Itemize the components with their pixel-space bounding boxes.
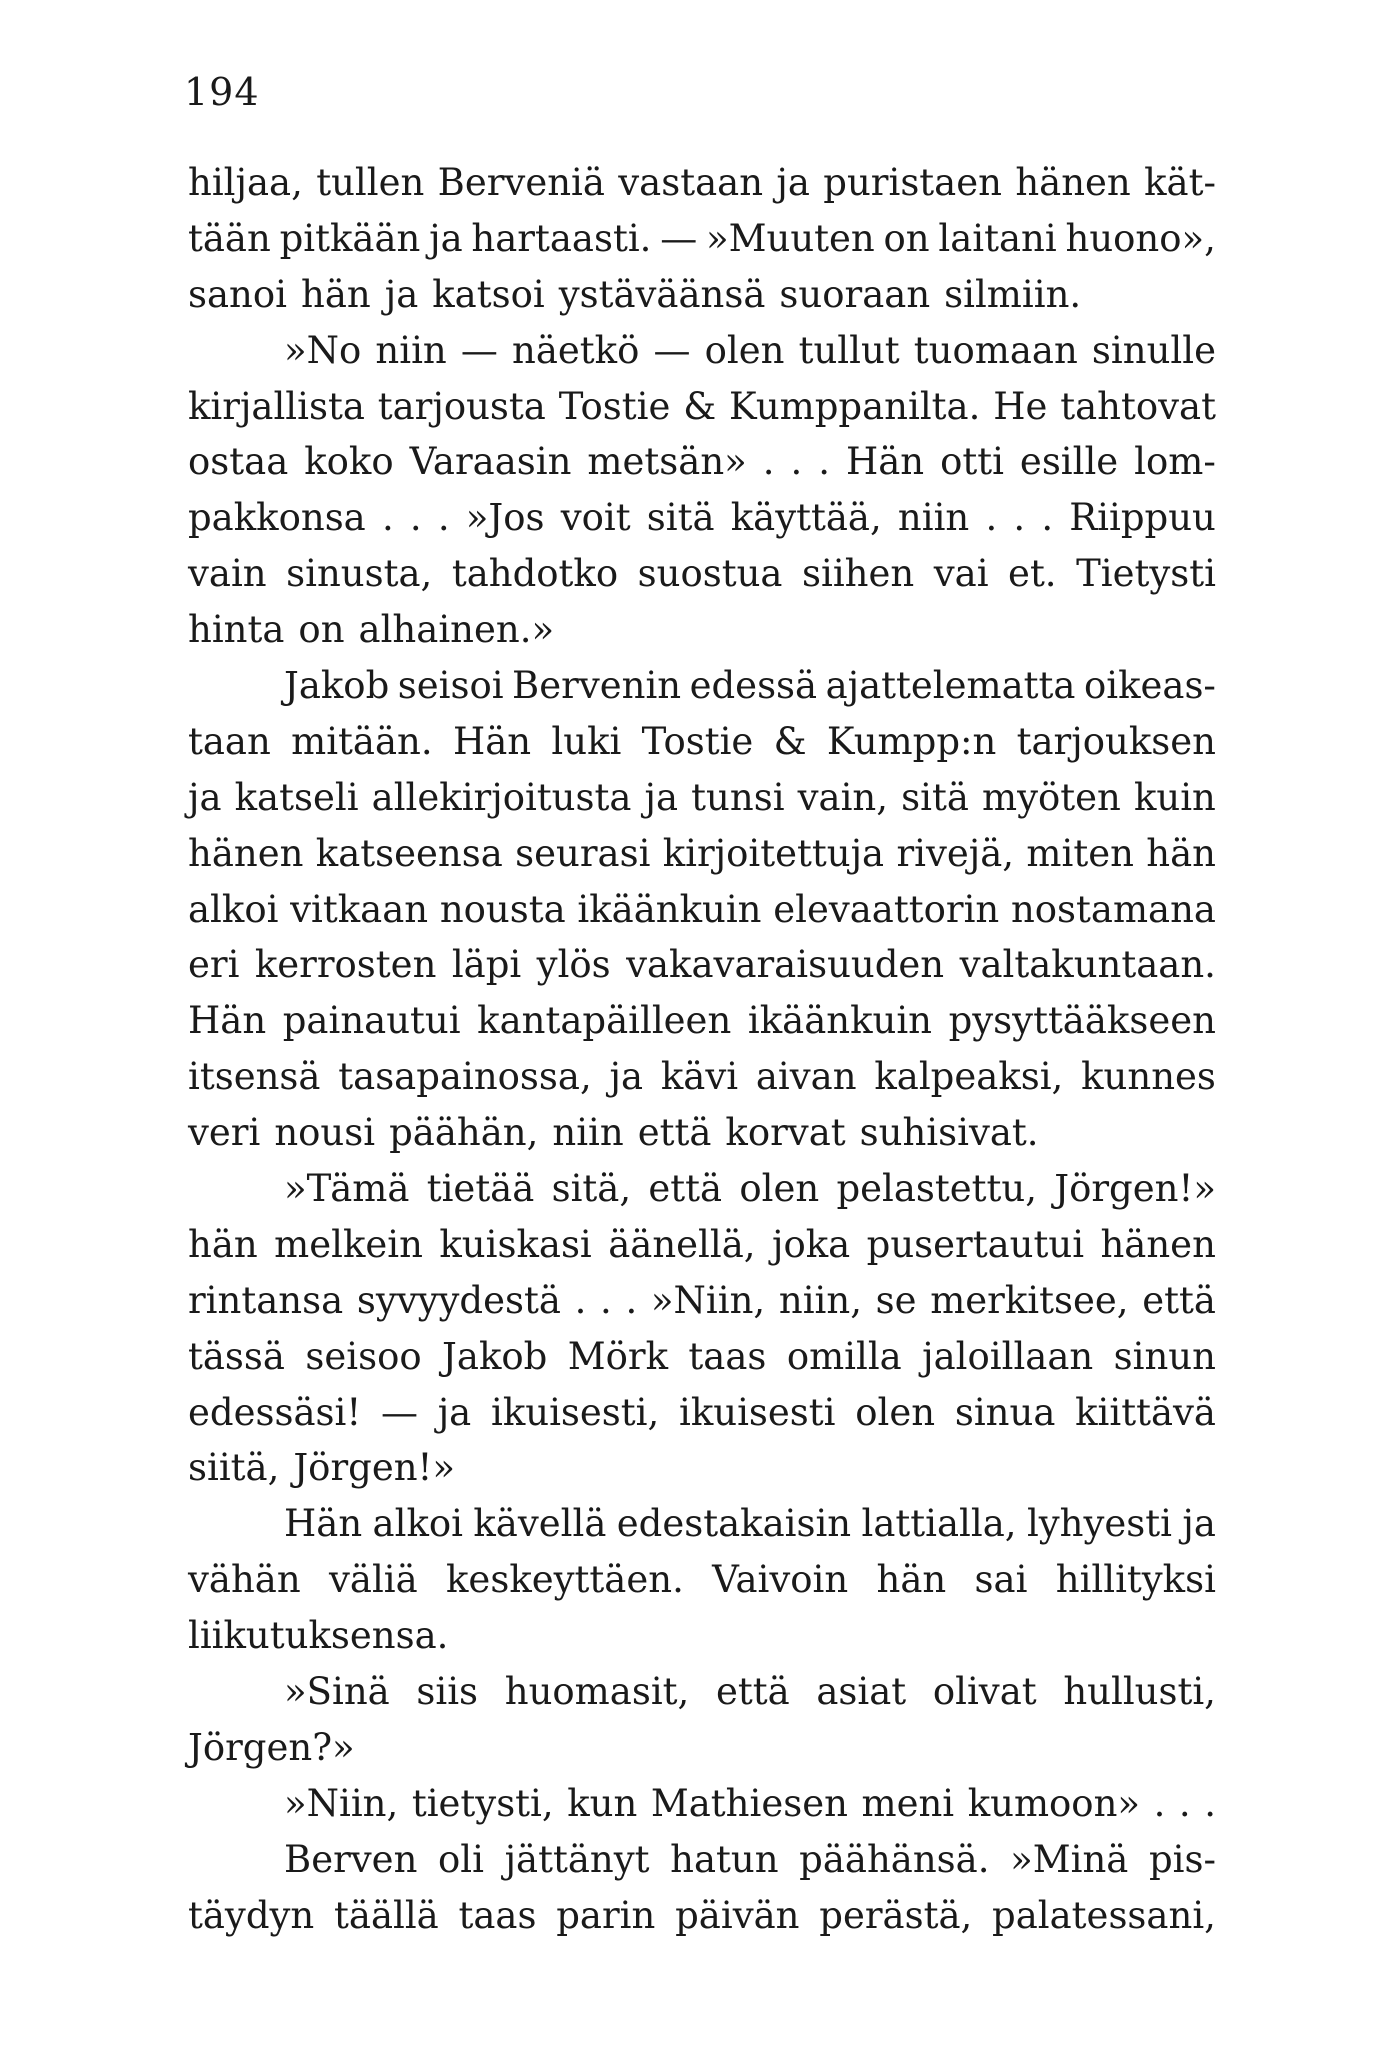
text-line: hiljaa, tullen Berveniä vastaan ja puristaen hänen kät-	[188, 161, 1216, 204]
text-line: Hän painautui kantapäilleen ikäänkuin pysyttääkseen	[188, 999, 1216, 1043]
text-line: alkoi vitkaan nousta ikäänkuin elevaattorin nostamana	[188, 887, 1216, 931]
text-line: itsensä tasapainossa, ja kävi aivan kalpeaksi, kunnes	[188, 1055, 1216, 1099]
text-line: Jakob seisoi Bervenin edessä ajattelematta oikeas-	[284, 664, 1216, 708]
text-line: eri kerrosten läpi ylös vakavaraisuuden valtakuntaan.	[188, 943, 1216, 987]
text-line: sanoi hän ja katsoi ystäväänsä suoraan silmiin.	[188, 272, 1082, 316]
text-line: liikutuksensa.	[188, 1614, 449, 1658]
text-line: tään pitkään ja hartaasti. — »Muuten on laitani huono»,	[188, 216, 1216, 260]
text-line: Jörgen?»	[188, 1725, 355, 1769]
text-line: edessäsi! — ja ikuisesti, ikuisesti olen sinua kiittävä	[188, 1390, 1216, 1434]
text-line: ostaa koko Varaasin metsän» . . . Hän otti esille lom-	[188, 440, 1216, 484]
text-line: siitä, Jörgen!»	[188, 1446, 456, 1490]
text-line: veri nousi päähän, niin että korvat suhisivat.	[188, 1111, 1039, 1155]
text-line: »Tämä tietää sitä, että olen pelastettu, Jörgen!»	[284, 1167, 1216, 1211]
text-line: »Niin, tietysti, kun Mathiesen meni kumoon» . . .	[284, 1781, 1216, 1825]
text-line: vain sinusta, tahdotko suostua siihen vai et. Tietysti	[188, 552, 1216, 596]
text-line: pakkonsa . . . »Jos voit sitä käyttää, niin . . . Riippuu	[188, 496, 1216, 540]
text-line: hinta on alhainen.»	[188, 608, 555, 652]
text-line: taan mitään. Hän luki Tostie & Kumpp:n tarjouksen	[188, 719, 1216, 763]
text-line: ja katseli allekirjoitusta ja tunsi vain, sitä myöten kuin	[188, 775, 1216, 819]
text-line: »Sinä siis huomasit, että asiat olivat hullusti,	[284, 1670, 1216, 1714]
text-line: täydyn täällä taas parin päivän perästä, palatessani,	[188, 1893, 1216, 1937]
text-line: rintansa syvyydestä . . . »Niin, niin, se merkitsee, että	[188, 1278, 1216, 1322]
text-line: hänen katseensa seurasi kirjoitettuja rivejä, miten hän	[188, 831, 1216, 875]
text-line: vähän väliä keskeyttäen. Vaivoin hän sai hillityksi	[188, 1558, 1216, 1602]
text-line: kirjallista tarjousta Tostie & Kumppanilta. He tahtovat	[188, 384, 1216, 428]
text-line: »No niin — näetkö — olen tullut tuomaan sinulle	[284, 328, 1216, 372]
text-line: Berven oli jättänyt hatun päähänsä. »Minä pis-	[284, 1837, 1216, 1881]
text-line: tässä seisoo Jakob Mörk taas omilla jaloillaan sinun	[188, 1334, 1216, 1378]
text-line: hän melkein kuiskasi äänellä, joka pusertautui hänen	[188, 1222, 1216, 1266]
body-text	[188, 155, 1216, 1944]
page-number: 194	[184, 70, 260, 114]
text-line: Hän alkoi kävellä edestakaisin lattialla, lyhyesti ja	[284, 1502, 1216, 1546]
